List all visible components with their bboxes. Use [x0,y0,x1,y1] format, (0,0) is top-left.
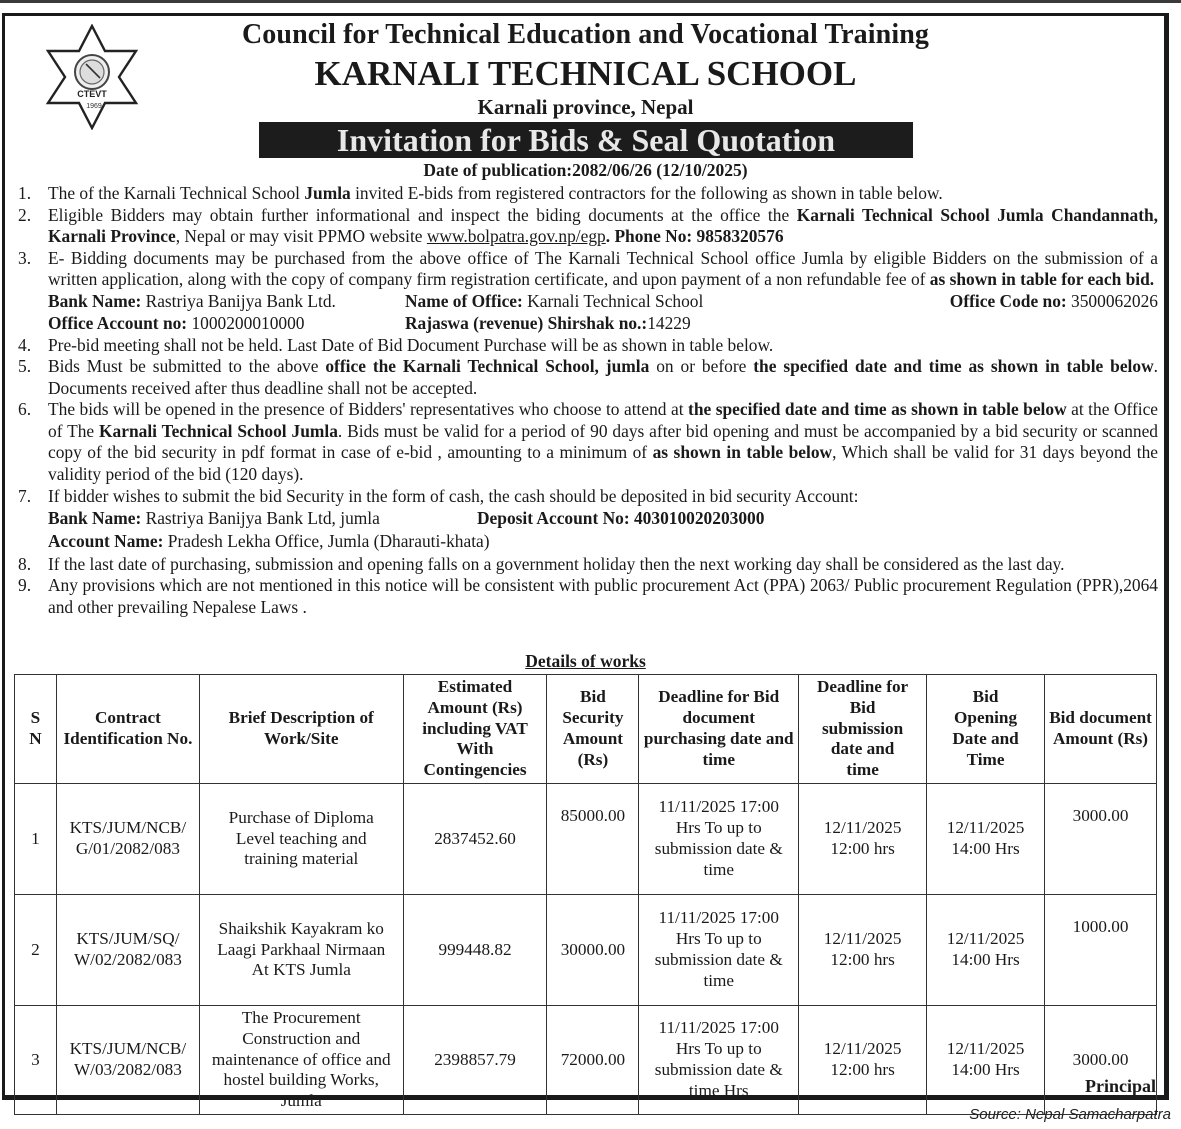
phone-number: Phone No: 9858320576 [614,226,784,246]
table-row [15,784,1157,895]
item-number: 2. [18,204,32,225]
header-contract-id: Contract Identification No. [56,675,199,784]
notice-item-6 [18,399,1158,485]
notice-item-5 [18,356,1158,399]
cell-sn: 3 [15,1006,57,1115]
item-bold: office the Karnali Technical School, jumla [325,356,650,376]
cell-estimated-amount: 2837452.60 [403,784,547,895]
cell-opening-date: 12/11/2025 14:00 Hrs [927,895,1045,1006]
item-text: . [605,226,615,246]
notice-item-1 [18,183,1158,205]
item-text: on or before [649,356,754,376]
account-name-label: Account Name: [48,530,164,551]
item-text: The bids will be opened in the presence of Bidders' representatives who choose to attend at [48,399,689,419]
cell-document-amount: 3000.00 [1045,1006,1157,1115]
office-code: 3500062026 [1066,290,1158,311]
deposit-account-number: Deposit Account No: 403010020203000 [477,507,765,528]
table-header-row [15,675,1157,784]
bank-info-row-1 [18,291,1158,313]
header-estimated-amount: Estimated Amount (Rs) including VAT With Contingencies [403,675,547,784]
logo-year: 1969 [86,103,102,110]
cell-submission-deadline: 12/11/2025 12:00 hrs [799,784,927,895]
cell-description: Purchase of Diploma Level teaching and training material [199,784,403,895]
cell-submission-deadline: 12/11/2025 12:00 hrs [799,895,927,1006]
cell-estimated-amount: 2398857.79 [403,1006,547,1115]
item-bold: Karnali Technical School Jumla [99,420,338,441]
office-name-label: Name of Office: [405,290,523,311]
item-text: The of the Karnali Technical School [48,183,305,203]
cell-contract-id: KTS/JUM/NCB/ G/01/2082/083 [56,784,199,895]
school-title: KARNALI TECHNICAL SCHOOL [314,54,857,93]
item-text: Bids Must be submitted to the above [48,356,326,376]
item-number: 6. [18,399,32,419]
council-title: Council for Technical Education and Vocational Training [241,19,929,50]
cell-submission-deadline: 12/11/2025 12:00 hrs [799,1006,927,1115]
office-account-label: Office Account no: [48,312,188,333]
cell-purchase-deadline: 11/11/2025 17:00 Hrs To up to submission date & time Hrs [639,1006,799,1115]
works-table-title: Details of works [525,651,646,671]
account-name: Pradesh Lekha Office, Jumla (Dharauti-khata) [163,530,490,551]
signatory: Principal [1085,1076,1156,1096]
works-table [14,674,1157,1115]
notice-body [18,183,1158,618]
item-bold: Jumla [304,183,351,203]
bank-name-label: Bank Name: [48,290,142,311]
cell-description: The Procurement Construction and maintenance of office and hostel building Works, Jumla [199,1006,403,1115]
ppmo-website-link[interactable]: www.bolpatra.gov.np/egp [426,226,606,246]
item-text: invited E-bids from registered contractors for the following as shown in table below. [350,183,943,203]
invitation-banner: Invitation for Bids & Seal Quotation [259,122,913,158]
bank-info-row-2 [18,313,1158,335]
item-text: at the Office of The [48,399,1159,441]
notice-item-3 [18,248,1158,291]
deposit-bank-name: Rastriya Banijya Bank Ltd, jumla [141,507,380,528]
cell-contract-id: KTS/JUM/SQ/ W/02/2082/083 [56,895,199,1006]
item-text: Pre-bid meeting shall not be held. Last Date of Bid Document Purchase will be as shown in table below. [48,334,774,355]
header-submission-deadline: Deadline for Bid submission date and time [799,675,927,784]
item-text: , Nepal or may visit PPMO website [175,226,427,246]
item-number: 7. [18,486,32,506]
item-text: . Documents received after thus deadline shall not be accepted. [48,356,1159,398]
header-description: Brief Description of Work/Site [199,675,403,784]
item-text: If the last date of purchasing, submission and opening falls on a government holiday then the next working day shall be considered as the last day. [48,553,1065,574]
office-account: 1000200010000 [187,312,305,333]
item-number: 8. [18,553,32,574]
deposit-bank-label: Bank Name: [48,507,142,528]
item-text: If bidder wishes to submit the bid Security in the form of cash, the cash should be deposited in bid security Account: [48,486,859,506]
item-number: 4. [18,334,32,355]
office-code-label: Office Code no: [949,290,1067,311]
item-bold: as shown in table for each bid. [929,269,1155,289]
cell-purchase-deadline: 11/11/2025 17:00 Hrs To up to submission date & time [639,784,799,895]
cell-estimated-amount: 999448.82 [403,895,547,1006]
notice-item-4 [18,335,1158,357]
item-number: 9. [18,575,32,595]
item-bold: the specified date and time as shown in table below [753,356,1154,376]
cell-document-amount: 1000.00 [1045,895,1157,1006]
item-bold: as shown in table below [652,442,833,462]
bank-name: Rastriya Banijya Bank Ltd. [141,290,336,311]
cell-document-amount: 3000.00 [1045,784,1157,895]
item-bold: the specified date and time as shown in table below [688,399,1067,419]
header-opening-date: Bid Opening Date and Time [927,675,1045,784]
cash-deposit-row-1 [18,508,1158,531]
cell-purchase-deadline: 11/11/2025 17:00 Hrs To up to submission date & time [639,895,799,1006]
item-text: , Which shall be valid for 31 days beyond the validity period of the bid (120 days). [48,442,1158,484]
header-bid-security: Bid Security Amount (Rs) [547,675,639,784]
top-rule [0,0,1181,3]
cell-bid-security: 30000.00 [547,895,639,1006]
notice-item-7 [18,486,1158,508]
cell-contract-id: KTS/JUM/NCB/ W/03/2082/083 [56,1006,199,1115]
header-document-amount: Bid document Amount (Rs) [1045,675,1157,784]
logo-text: CTEVT [77,89,107,99]
item-bold: Karnali Technical School Jumla Chandannath, Karnali Province [48,204,1159,246]
publication-date: Date of publication:2082/06/26 (12/10/2025) [423,160,748,180]
notice-item-9 [18,575,1158,618]
source-credit: Source: Nepal Samacharpatra [969,1106,1171,1123]
location-subtitle: Karnali province, Nepal [477,95,694,119]
rajaswa-number: 14229 [647,312,691,333]
header-sn: S N [15,675,57,784]
item-text: Any provisions which are not mentioned in this notice will be consistent with public procurement Act (PPA) 2063/ Public procurement Regulation (PPR),2064 and other prevailing Nepalese Laws . [48,575,1158,617]
cell-opening-date: 12/11/2025 14:00 Hrs [927,1006,1045,1115]
item-text: . Bids must be valid for a period of 90 days after bid opening and must be accompanied by a bid security or scanned copy of the bid security in pdf format in case of e-bid , amounting to a minimum of [48,420,1159,462]
cell-bid-security: 72000.00 [547,1006,639,1115]
header-purchase-deadline: Deadline for Bid document purchasing date and time [639,675,799,784]
item-number: 1. [18,183,32,203]
office-name: Karnali Technical School [522,290,704,311]
notice-item-8 [18,554,1158,576]
item-number: 5. [18,356,32,376]
table-row [15,1006,1157,1115]
table-row [15,895,1157,1006]
cell-bid-security: 85000.00 [547,784,639,895]
cash-deposit-row-2 [18,531,1158,554]
cell-sn: 1 [15,784,57,895]
rajaswa-label: Rajaswa (revenue) Shirshak no.: [405,312,648,333]
notice-item-2 [18,205,1158,248]
item-number: 3. [18,247,32,268]
item-text: E- Bidding documents may be purchased from the above office of The Karnali Technical School office Jumla by eligible Bidders on the submission of a written application, along with the copy of company firm registration certificate, and upon payment of a non refundable fee of [48,247,1158,289]
cell-opening-date: 12/11/2025 14:00 Hrs [927,784,1045,895]
cell-sn: 2 [15,895,57,1006]
cell-description: Shaikshik Kayakram ko Laagi Parkhaal Nirmaan At KTS Jumla [199,895,403,1006]
item-text: Eligible Bidders may obtain further informational and inspect the biding documents at the office the [48,204,797,225]
